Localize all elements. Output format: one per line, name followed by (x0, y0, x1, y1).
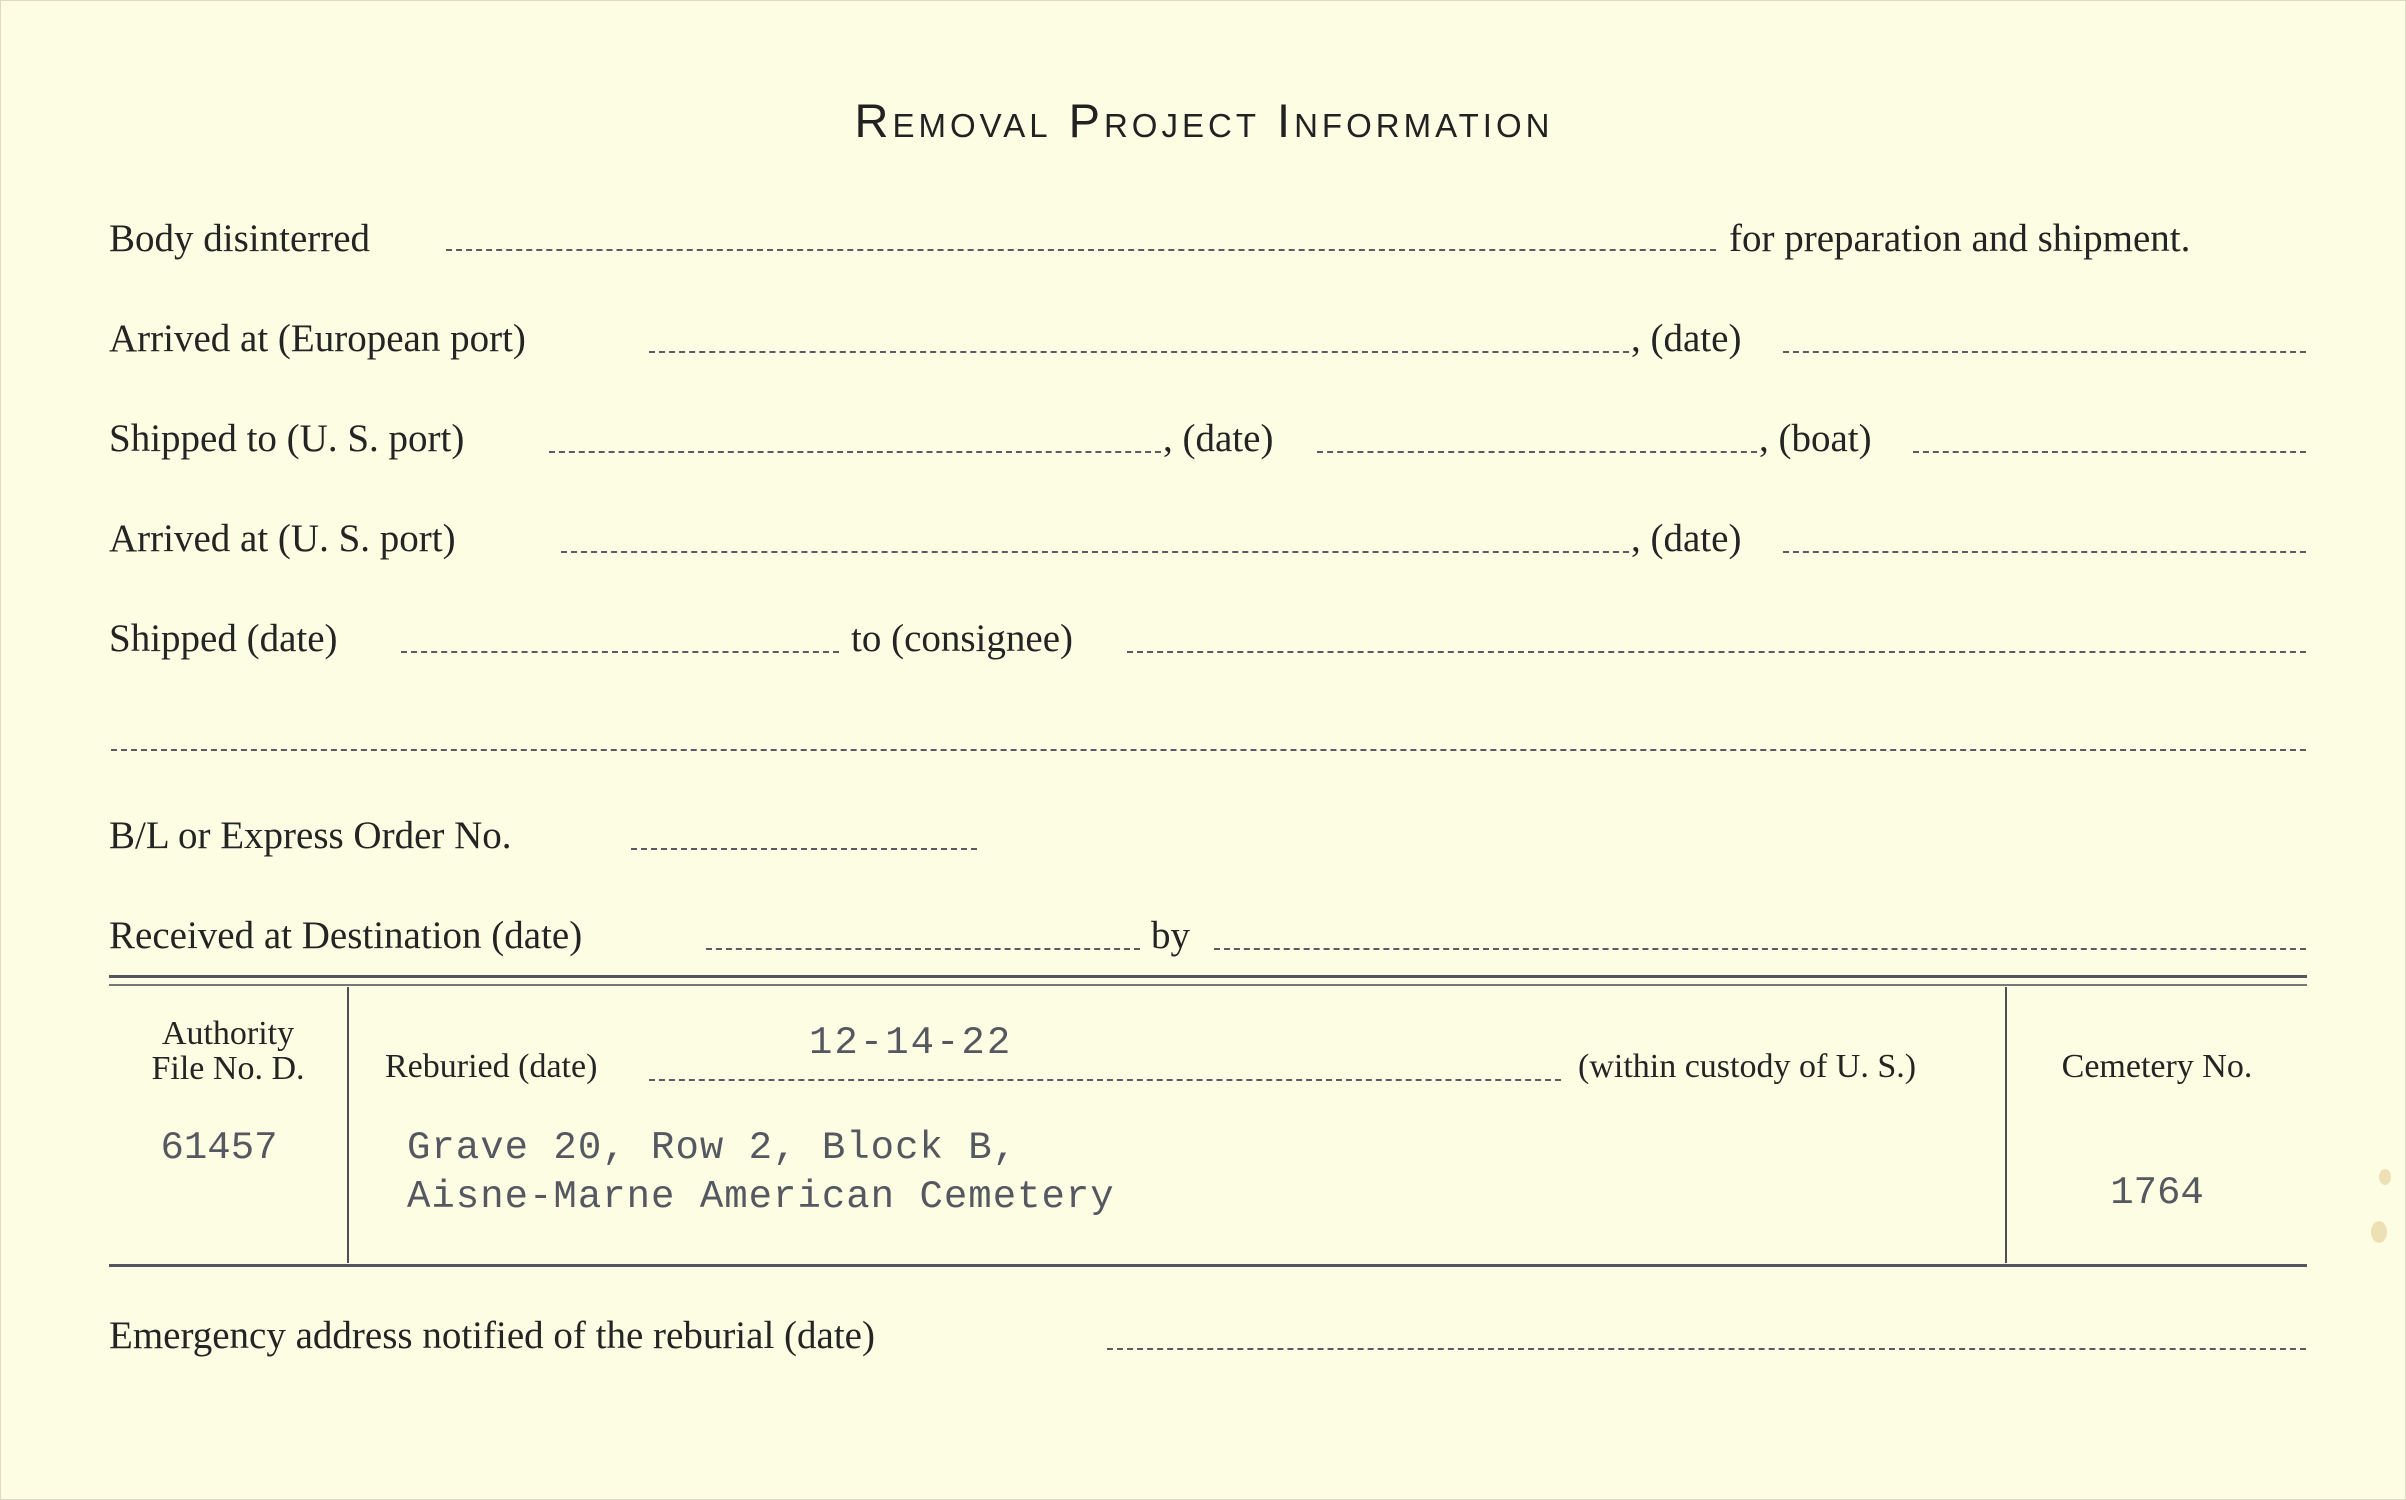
cemetery-no-label: Cemetery No. (2061, 1048, 2253, 1085)
received-by-line (1214, 948, 2306, 950)
form-title: Removal Project Information (854, 94, 1554, 147)
boat-line (1913, 451, 2306, 453)
received-destination-line (706, 948, 1140, 950)
box-top-rule-inner (109, 984, 2307, 986)
bl-order-label: B/L or Express Order No. (109, 814, 512, 857)
shipped-date-line (401, 651, 839, 653)
box-bottom-rule (109, 1264, 2307, 1267)
arrived-european-label: Arrived at (European port) (109, 317, 526, 360)
arrived-european-line (649, 351, 1629, 353)
paper-stain (2371, 1221, 2387, 1243)
arrived-us-date-line (1783, 551, 2306, 553)
received-destination-label: Received at Destination (date) (109, 914, 583, 957)
authority-label-line2: File No. D. (151, 1050, 305, 1087)
shipped-to-us-date-line (1317, 451, 1757, 453)
within-custody-label: (within custody of U. S.) (1578, 1048, 1917, 1085)
shipped-to-us-date-label: , (date) (1163, 417, 1274, 460)
body-disinterred-label: Body disinterred (109, 217, 371, 260)
reburied-label: Reburied (date) (385, 1048, 598, 1085)
consignee-continuation-line (111, 749, 2306, 751)
authority-file-no: 61457 (160, 1126, 278, 1170)
arrived-us-label: Arrived at (U. S. port) (109, 517, 456, 560)
arrived-european-date-label: , (date) (1631, 317, 1742, 360)
grave-location-line1: Grave 20, Row 2, Block B, (407, 1126, 1018, 1170)
by-label: by (1151, 914, 1190, 957)
boat-label: , (boat) (1759, 417, 1872, 460)
grave-location-line2: Aisne-Marne American Cemetery (407, 1175, 1115, 1219)
arrived-us-date-label: , (date) (1631, 517, 1742, 560)
to-consignee-label: to (consignee) (851, 617, 1074, 660)
shipped-to-us-label: Shipped to (U. S. port) (109, 417, 465, 460)
for-preparation-label: for preparation and shipment. (1729, 217, 2191, 260)
bl-order-line (631, 848, 977, 850)
reburied-date: 12-14-22 (809, 1021, 1013, 1065)
box-divider-left (347, 987, 349, 1263)
body-disinterred-line (446, 249, 1716, 251)
consignee-line (1127, 651, 2306, 653)
emergency-label: Emergency address notified of the reburial (date) (109, 1314, 875, 1357)
arrived-us-line (561, 551, 1629, 553)
arrived-european-date-line (1783, 351, 2306, 353)
authority-label (113, 1016, 343, 1086)
box-divider-right (2005, 987, 2007, 1263)
authority-label-line1: Authority (161, 1015, 295, 1052)
cemetery-no: 1764 (2110, 1171, 2204, 1215)
emergency-date-line (1107, 1348, 2306, 1350)
reburied-date-line (649, 1079, 1561, 1081)
shipped-to-us-line (549, 451, 1161, 453)
paper-stain (2379, 1169, 2391, 1185)
box-top-rule (109, 975, 2307, 978)
shipped-date-label: Shipped (date) (109, 617, 338, 660)
